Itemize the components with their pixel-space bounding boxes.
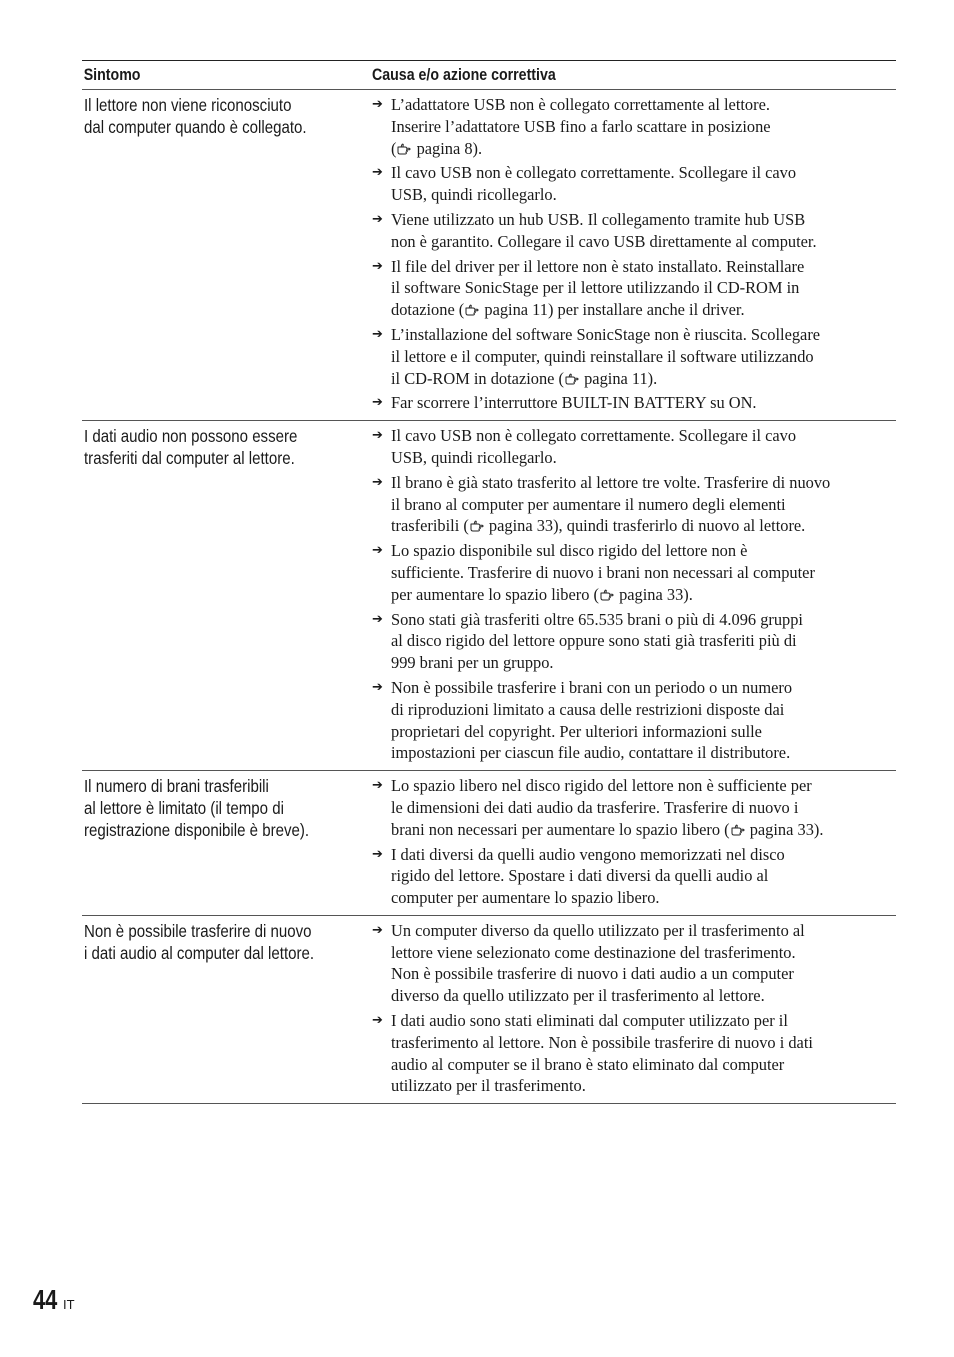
- table-row: [82, 421, 896, 771]
- cause-line: Viene utilizzato un hub USB. Il collegamento tramite hub USB: [391, 209, 806, 229]
- arrow-right-icon: ➔: [372, 326, 383, 342]
- cause-text: [391, 920, 896, 1007]
- symptom-cell: [82, 421, 372, 770]
- cause-line: il brano al computer per aumentare il numero degli elementi: [391, 494, 786, 514]
- table-body: [82, 90, 896, 1104]
- arrow-right-icon: ➔: [372, 922, 383, 938]
- cause-text: [391, 775, 896, 840]
- symptom-text: al lettore è limitato (il tempo di: [84, 798, 284, 819]
- cause-cell: [372, 90, 896, 420]
- cause-line: [391, 138, 896, 160]
- cause-line: il lettore e il computer, quindi reinstallare il software utilizzando: [391, 346, 814, 366]
- cause-item: [372, 920, 896, 1007]
- arrow-right-icon: ➔: [372, 474, 383, 490]
- cause-item: [372, 392, 896, 414]
- cause-line: proprietari del copyright. Per ulteriori informazioni sulle: [391, 721, 762, 741]
- cause-line: Inserire l’adattatore USB fino a farlo scattare in posizione: [391, 116, 771, 136]
- table-header: [82, 61, 896, 90]
- symptom-text: Il numero di brani trasferibili: [84, 776, 269, 797]
- symptom-text: trasferiti dal computer al lettore.: [84, 448, 295, 469]
- cause-line-start: trasferibili (: [391, 516, 469, 536]
- cause-text: [391, 677, 896, 764]
- cause-line: [391, 515, 896, 537]
- cause-item: [372, 609, 896, 674]
- cause-line: Il cavo USB non è collegato correttamente. Scollegare il cavo: [391, 426, 797, 446]
- cause-line: audio al computer se il brano è stato eliminato dal computer: [391, 1054, 785, 1074]
- cause-text: [391, 392, 896, 414]
- cause-line: utilizzato per il trasferimento.: [391, 1076, 586, 1096]
- symptom-text: I dati audio non possono essere: [84, 426, 298, 447]
- symptom-cell: [82, 90, 372, 420]
- header-cause: Causa e/o azione correttiva: [372, 65, 556, 84]
- cause-line: I dati diversi da quelli audio vengono memorizzati nel disco: [391, 844, 785, 864]
- symptom-cell: [82, 771, 372, 915]
- pointing-hand-icon: [731, 824, 745, 836]
- cause-line: [391, 299, 896, 321]
- arrow-right-icon: ➔: [372, 97, 383, 112]
- arrow-right-icon: ➔: [372, 428, 383, 444]
- arrow-right-icon: ➔: [372, 778, 383, 794]
- page-reference: pagina 33).: [745, 819, 824, 839]
- cause-text: [391, 94, 896, 159]
- pointing-hand-icon: [465, 304, 479, 316]
- cause-cell: [372, 421, 896, 770]
- symptom-text: registrazione disponibile è breve).: [84, 820, 310, 841]
- cause-line: al disco rigido del lettore oppure sono stati già trasferiti più di: [391, 631, 797, 651]
- cause-line: Il brano è già stato trasferito al lettore tre volte. Trasferire di nuovo: [391, 472, 831, 492]
- cause-item: [372, 1010, 896, 1097]
- cause-line-start: (: [391, 138, 397, 158]
- page-reference: pagina 33), quindi trasferirlo di nuovo al lettore.: [484, 516, 806, 536]
- cause-line: di riproduzioni limitato a causa delle restrizioni disposte dai: [391, 699, 785, 719]
- page-reference: pagina 11) per installare anche il driver.: [480, 300, 745, 320]
- cause-line: Far scorrere l’interruttore BUILT-IN BATTERY su ON.: [391, 393, 757, 413]
- cause-line: [391, 584, 896, 606]
- cause-line-start: brani non necessari per aumentare lo spazio libero (: [391, 819, 730, 839]
- pointing-hand-icon: [600, 589, 614, 601]
- symptom-text: Non è possibile trasferire di nuovo: [84, 920, 312, 941]
- arrow-right-icon: ➔: [372, 679, 383, 695]
- pointing-hand-icon: [470, 520, 484, 532]
- cause-item: [372, 472, 896, 537]
- arrow-right-icon: ➔: [372, 846, 383, 862]
- cause-line: sufficiente. Trasferire di nuovo i brani non necessari al computer: [391, 562, 815, 582]
- cause-text: [391, 609, 896, 674]
- cause-text: [391, 1010, 896, 1097]
- arrow-right-icon: ➔: [372, 258, 383, 274]
- cause-line: lettore viene selezionato come destinazione del trasferimento.: [391, 942, 796, 962]
- symptom-text: Il lettore non viene riconosciuto: [84, 95, 292, 115]
- cause-line: [391, 368, 896, 390]
- table-row: [82, 771, 896, 916]
- cause-item: [372, 209, 896, 253]
- cause-line: computer per aumentare lo spazio libero.: [391, 888, 660, 908]
- pointing-hand-icon: [397, 143, 411, 155]
- cause-text: [391, 256, 896, 321]
- cause-item: [372, 425, 896, 469]
- cause-line: Non è possibile trasferire di nuovo i dati audio a un computer: [391, 964, 794, 984]
- cause-line: Il file del driver per il lettore non è stato installato. Reinstallare: [391, 256, 805, 276]
- cause-item: [372, 94, 896, 159]
- symptom-text: dal computer quando è collegato.: [84, 117, 307, 137]
- page-reference: pagina 8).: [412, 138, 483, 158]
- pointing-hand-icon: [565, 373, 579, 385]
- cause-line: [391, 819, 896, 841]
- table-row: [82, 916, 896, 1104]
- cause-line: L’installazione del software SonicStage non è riuscita. Scollegare: [391, 324, 821, 344]
- cause-line: le dimensioni dei dati audio da trasferire. Trasferire di nuovo i: [391, 797, 799, 817]
- cause-line: Lo spazio disponibile sul disco rigido del lettore non è: [391, 541, 748, 561]
- cause-line: USB, quindi ricollegarlo.: [391, 185, 557, 205]
- cause-line: non è garantito. Collegare il cavo USB direttamente al computer.: [391, 231, 817, 251]
- cause-text: [391, 162, 896, 206]
- cause-line: Un computer diverso da quello utilizzato per il trasferimento al: [391, 920, 805, 940]
- cause-text: [391, 324, 896, 389]
- cause-text: [391, 540, 896, 605]
- cause-line: rigido del lettore. Spostare i dati diversi da quelli audio al: [391, 866, 769, 886]
- cause-line: L’adattatore USB non è collegato correttamente al lettore.: [391, 95, 770, 114]
- cause-line: impostazioni per ciascun file audio, contattare il distributore.: [391, 743, 791, 763]
- cause-line: Non è possibile trasferire i brani con un periodo o un numero: [391, 677, 793, 697]
- cause-text: [391, 425, 896, 469]
- cause-line: diverso da quello utilizzato per il trasferimento al lettore.: [391, 986, 765, 1006]
- cause-line-start: dotazione (: [391, 300, 465, 320]
- page-reference: pagina 11).: [580, 368, 658, 388]
- symptom-text: i dati audio al computer dal lettore.: [84, 942, 315, 963]
- cause-item: [372, 256, 896, 321]
- cause-line: 999 brani per un gruppo.: [391, 653, 554, 673]
- arrow-right-icon: ➔: [372, 395, 383, 411]
- page-reference: pagina 33).: [614, 584, 693, 604]
- cause-item: [372, 844, 896, 909]
- page-language: IT: [63, 1297, 75, 1312]
- cause-line: il software SonicStage per il lettore utilizzando il CD-ROM in: [391, 278, 800, 298]
- cause-item: [372, 324, 896, 389]
- header-symptom: Sintomo: [83, 65, 141, 84]
- arrow-right-icon: ➔: [372, 611, 383, 627]
- cause-text: [391, 472, 896, 537]
- cause-cell: [372, 771, 896, 915]
- cause-item: [372, 540, 896, 605]
- cause-item: [372, 775, 896, 840]
- cause-line-start: per aumentare lo spazio libero (: [391, 584, 599, 604]
- cause-line: Lo spazio libero nel disco rigido del lettore non è sufficiente per: [391, 776, 812, 796]
- cause-cell: [372, 916, 896, 1103]
- cause-line: Sono stati già trasferiti oltre 65.535 brani o più di 4.096 gruppi: [391, 609, 803, 629]
- arrow-right-icon: ➔: [372, 543, 383, 559]
- cause-line: USB, quindi ricollegarlo.: [391, 447, 557, 467]
- cause-line-start: il CD-ROM in dotazione (: [391, 368, 564, 388]
- table-row: [82, 90, 896, 421]
- arrow-right-icon: ➔: [372, 211, 383, 227]
- arrow-right-icon: ➔: [372, 165, 383, 181]
- troubleshooting-table: [82, 60, 896, 1104]
- cause-item: [372, 162, 896, 206]
- arrow-right-icon: ➔: [372, 1013, 383, 1029]
- symptom-cell: [82, 916, 372, 1103]
- cause-line: trasferimento al lettore. Non è possibile trasferire di nuovo i dati: [391, 1032, 813, 1052]
- cause-text: [391, 209, 896, 253]
- cause-line: Il cavo USB non è collegato correttamente. Scollegare il cavo: [391, 163, 797, 183]
- cause-line: I dati audio sono stati eliminati dal computer utilizzato per il: [391, 1011, 788, 1031]
- page-number: 44: [33, 1284, 58, 1315]
- cause-text: [391, 844, 896, 909]
- cause-item: [372, 677, 896, 764]
